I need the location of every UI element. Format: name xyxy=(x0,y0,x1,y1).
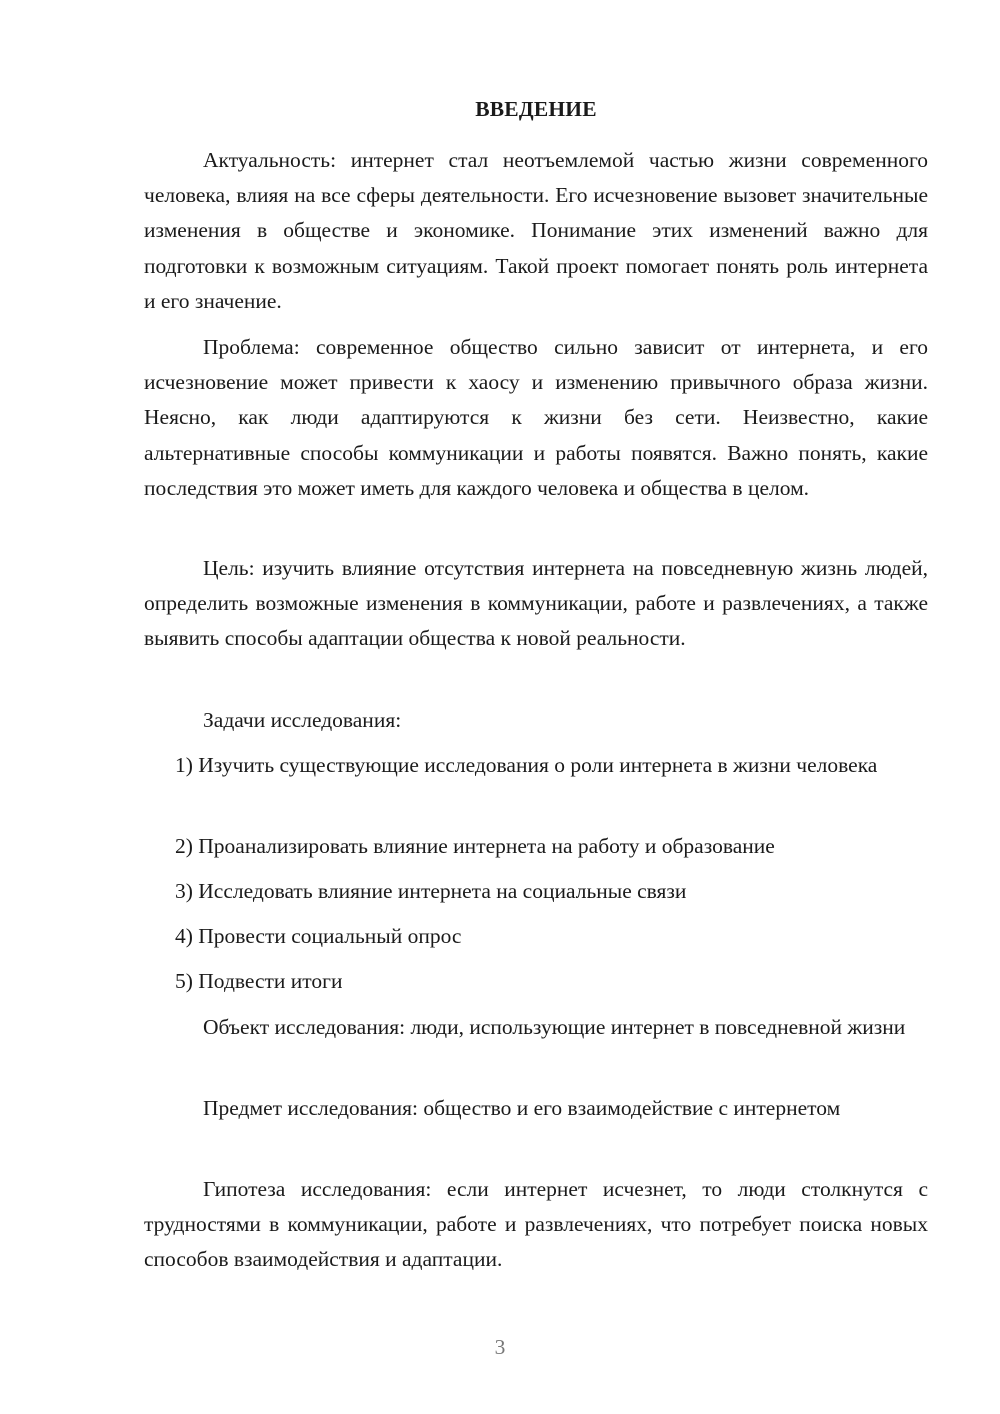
paragraph-problem: Проблема: современное общество сильно зависит от интернета, и его исчезновение может привести к хаосу и изменению привычного образа жизни. Неясно, как люди адаптируются к жизни без сети. Неизвестно, какие альтернативные способы коммуникации и работы появятся. Важно понять, какие последствия это может иметь для каждого человека и общества в целом. xyxy=(144,335,928,500)
paragraph-relevance: Актуальность: интернет стал неотъемлемой частью жизни современного человека, влияя на все сферы деятельности. Его исчезновение вызовет значительные изменения в обществе и экономике. Понимание этих изменений важно для подготовки к возможным ситуациям. Такой проект помогает понять роль интернета и его значение. xyxy=(144,148,928,313)
paragraph-hypothesis: Гипотеза исследования: если интернет исчезнет, то люди столкнутся с трудностями в коммуникации, работе и развлечениях, что потребует поиска новых способов взаимодействия и адаптации. xyxy=(144,1177,928,1272)
tasks-heading: Задачи исследования: xyxy=(203,708,402,732)
task-item-1: 1) Изучить существующие исследования о роли интернета в жизни человека xyxy=(175,753,878,777)
task-item-3: 3) Исследовать влияние интернета на социальные связи xyxy=(175,879,687,903)
paragraph-goal: Цель: изучить влияние отсутствия интернета на повседневную жизнь людей, определить возможные изменения в коммуникации, работе и развлечениях, а также выявить способы адаптации общества к новой реальности. xyxy=(144,556,928,651)
task-item-5: 5) Подвести итоги xyxy=(175,969,343,993)
section-title: ВВЕДЕНИЕ xyxy=(475,97,597,121)
task-item-2: 2) Проанализировать влияние интернета на работу и образование xyxy=(175,834,775,858)
task-item-4: 4) Провести социальный опрос xyxy=(175,924,462,948)
paragraph-subject: Предмет исследования: общество и его взаимодействие с интернетом xyxy=(203,1096,841,1120)
paragraph-object: Объект исследования: люди, использующие интернет в повседневной жизни xyxy=(203,1015,906,1039)
page-number: 3 xyxy=(494,1335,506,1359)
